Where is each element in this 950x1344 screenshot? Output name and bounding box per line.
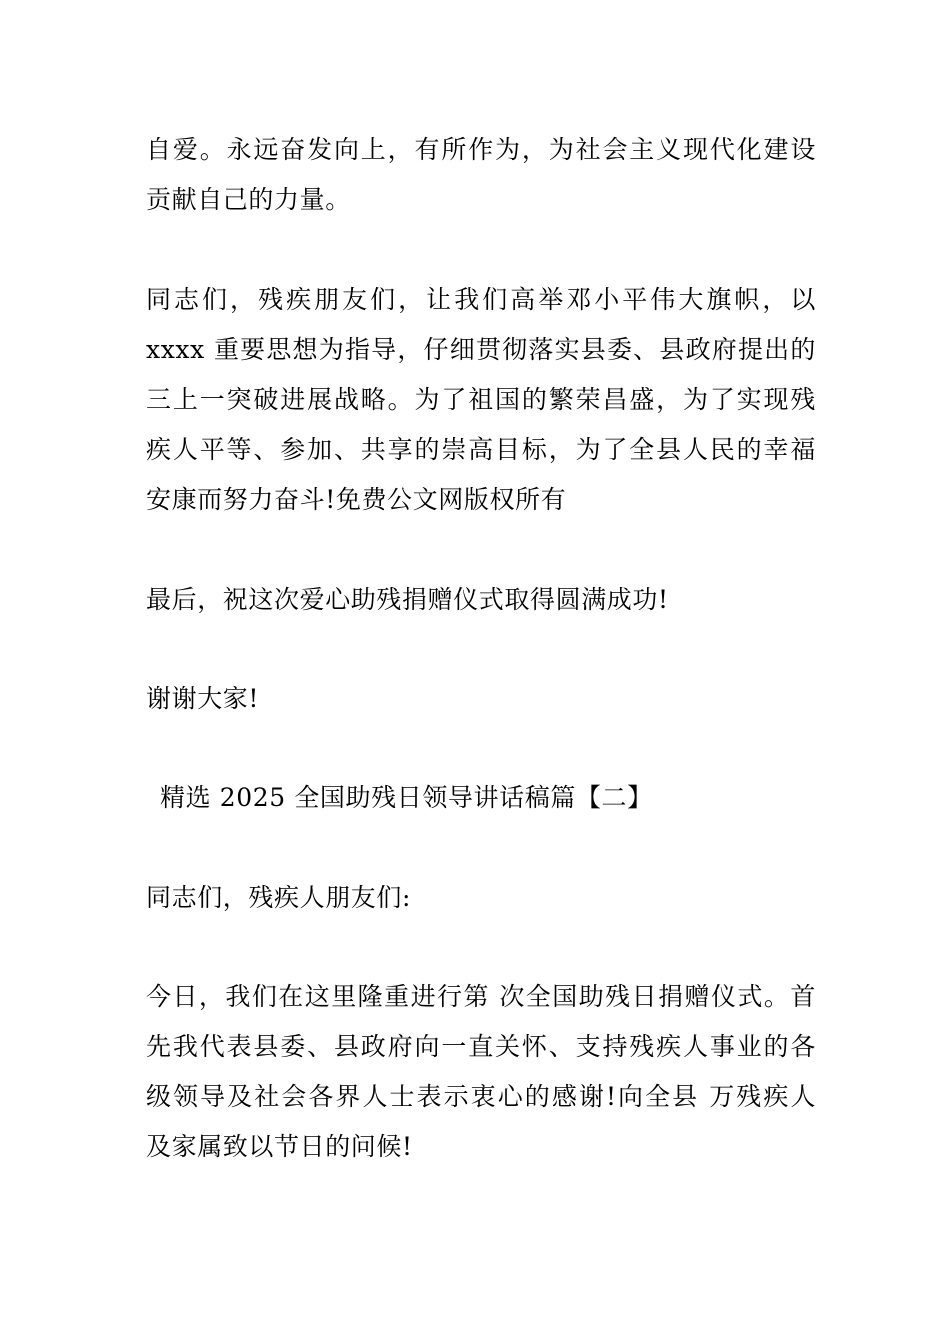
paragraph-line: 疾人平等、参加、共享的崇高目标，为了全县人民的幸福 — [146, 435, 816, 464]
paragraph-line: 贡献自己的力量。 — [146, 185, 351, 214]
paragraph-line: 同志们，残疾朋友们，让我们高举邓小平伟大旗帜，以 — [146, 285, 816, 314]
paragraph-line: 级领导及社会各界人士表示衷心的感谢!向全县 万残疾人 — [146, 1082, 816, 1111]
paragraph-line: 先我代表县委、县政府向一直关怀、支持残疾人事业的各 — [146, 1032, 816, 1061]
paragraph-line: 谢谢大家! — [146, 684, 260, 713]
section-heading: 精选 2025 全国助残日领导讲话稿篇【二】 — [160, 783, 653, 812]
paragraph-line: 同志们，残疾人朋友们: — [146, 883, 412, 912]
paragraph-line: 自爱。永远奋发向上，有所作为，为社会主义现代化建设 — [146, 135, 816, 164]
paragraph-line: 最后，祝这次爱心助残捐赠仪式取得圆满成功! — [146, 585, 669, 614]
paragraph-line: 安康而努力奋斗!免费公文网版权所有 — [146, 485, 567, 514]
paragraph-line: xxxx 重要思想为指导，仔细贯彻落实县委、县政府提出的 — [146, 335, 816, 364]
paragraph-line: 今日，我们在这里隆重进行第 次全国助残日捐赠仪式。首 — [146, 982, 816, 1011]
paragraph-line: 三上一突破进展战略。为了祖国的繁荣昌盛，为了实现残 — [146, 385, 816, 414]
paragraph-line: 及家属致以节日的问候! — [146, 1132, 413, 1161]
